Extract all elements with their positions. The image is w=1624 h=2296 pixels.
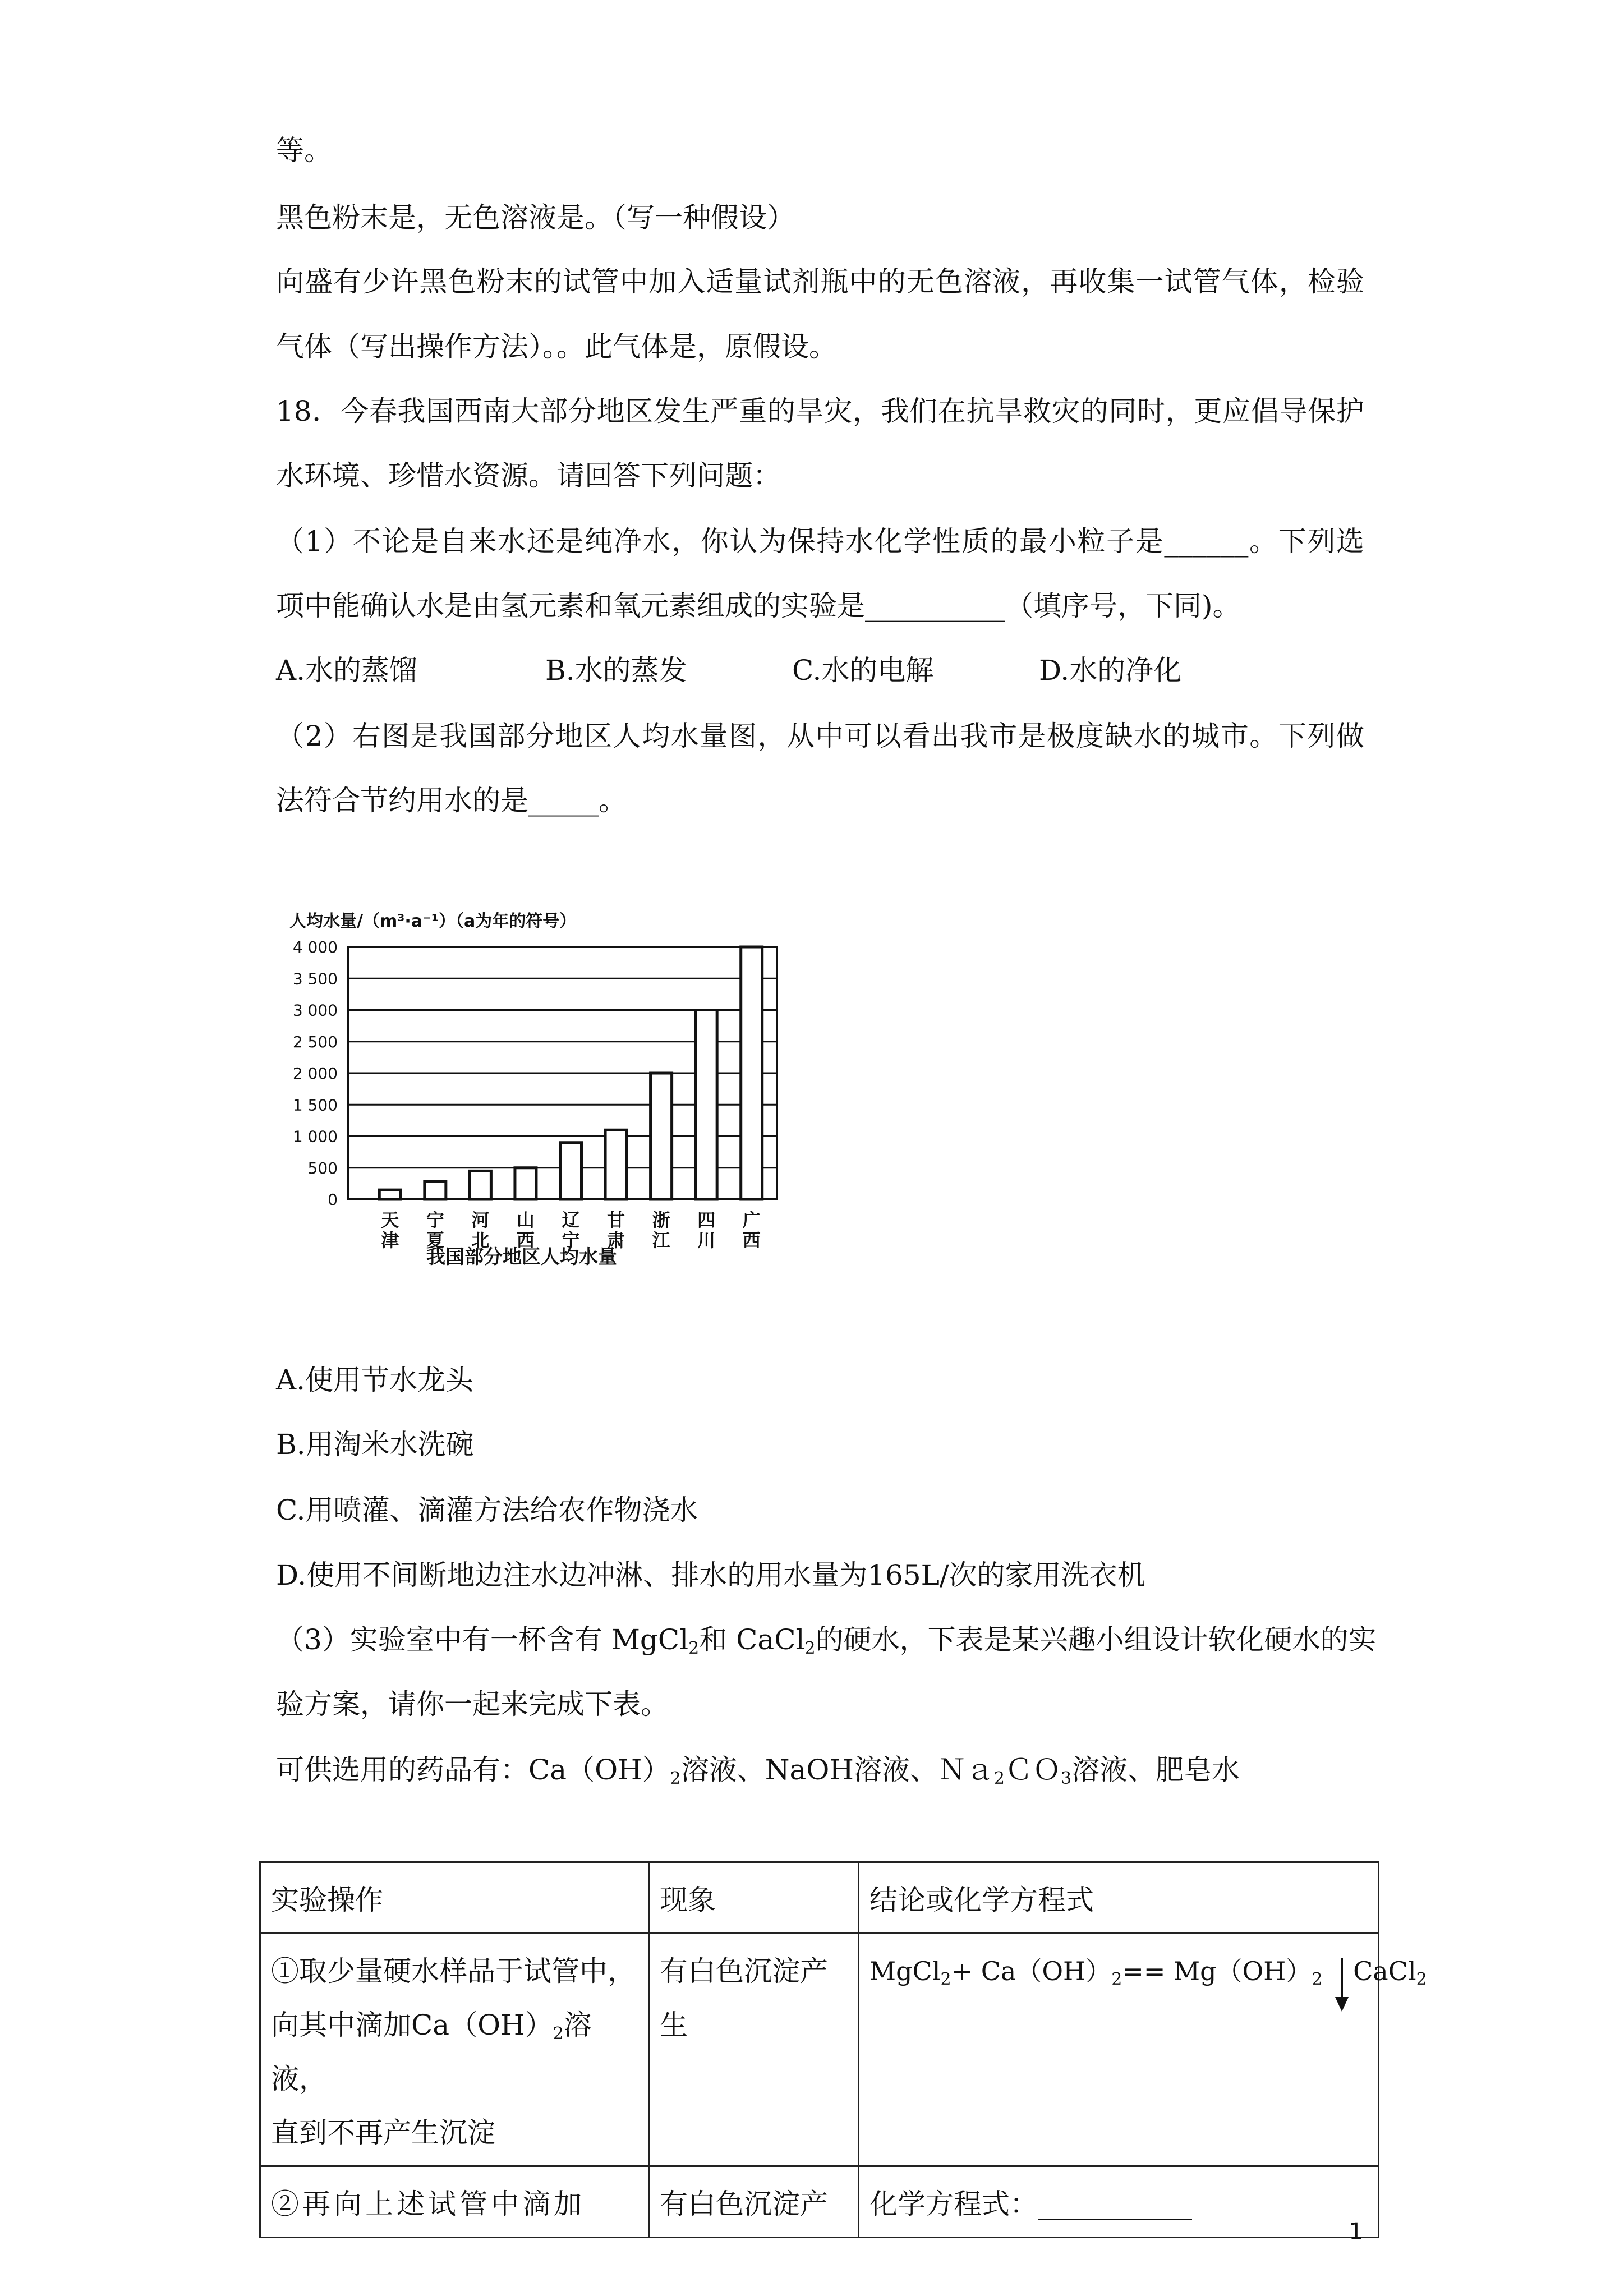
row1-equation: MgCl$_2$+ $Ca(OH)_2== Mg(OH)_2$ CaCl$_2$ <box>859 1934 1379 2166</box>
question-3-line-1: （3）实验室中有一杯含有 MgCl$_2$和 CaCl$_2$的硬水，下表是某兴趣小组设计软化硬水的实 <box>276 1623 1377 1658</box>
x-tick-label: 津 <box>381 1230 399 1251</box>
x-tick-label: 宁 <box>426 1209 444 1231</box>
row1-operation: ①取少量硬水样品于试管中， 向其中滴加$Ca(OH)_2$溶液， 直到不再产生沉淀 <box>260 1934 649 2166</box>
x-tick-label: 肃 <box>607 1230 625 1251</box>
chart-title: 人均水量/（m³·a⁻¹）（a为年的符号） <box>289 912 577 931</box>
y-tick-label: 4 000 <box>292 938 338 956</box>
x-tick-label: 天 <box>381 1209 399 1231</box>
question-3-line-2: 验方案，请你一起来完成下表。 <box>276 1688 669 1720</box>
x-tick-label: 四 <box>697 1209 716 1231</box>
table-header-conclusion: 结论或化学方程式 <box>859 1862 1379 1934</box>
y-tick-label: 0 <box>328 1190 338 1209</box>
question-2-line-1: （2）右图是我国部分地区人均水量图，从中可以看出我市是极度缺水的城市。下列做 <box>276 720 1364 752</box>
y-tick-label: 2 500 <box>292 1032 338 1051</box>
x-tick-label: 辽 <box>562 1209 580 1231</box>
bar-广西 <box>741 947 762 1199</box>
row2-operation: ②再向上述试管中滴加 <box>260 2166 649 2238</box>
option-2-c: C.用喷灌、滴灌方法给农作物浇水 <box>276 1494 698 1526</box>
x-tick-label: 江 <box>652 1230 670 1251</box>
option-a: A.水的蒸馏 <box>276 654 418 687</box>
question-18-line-1: 18．今春我国西南大部分地区发生严重的旱灾，我们在抗旱救灾的同时，更应倡导保护 <box>276 395 1364 427</box>
x-tick-label: 西 <box>516 1230 535 1251</box>
reagents-line: 可供选用的药品有：$Ca(OH)_2$溶液、NaOH溶液、Ｎａ$_2$ＣＯ$_3$溶液、肥皂水 <box>276 1754 1240 1788</box>
x-tick-label: 甘 <box>607 1209 625 1231</box>
option-b: B.水的蒸发 <box>545 654 687 687</box>
x-tick-label: 河 <box>471 1209 490 1231</box>
experiment-table <box>259 1861 1427 2238</box>
water-per-capita-chart <box>269 903 797 1285</box>
x-tick-label: 广 <box>742 1209 761 1231</box>
question-1-line-1: （1）不论是自来水还是纯净水，你认为保持水化学性质的最小粒子是______。下列选 <box>276 525 1364 558</box>
x-tick-label: 西 <box>742 1230 761 1251</box>
question-1-line-2: 项中能确认水是由氢元素和氧元素组成的实验是__________（填序号，下同)。 <box>276 590 1241 622</box>
x-tick-label: 北 <box>471 1230 490 1251</box>
table-header-phenomenon: 现象 <box>649 1862 859 1934</box>
bar-天津 <box>379 1190 401 1199</box>
x-tick-label: 浙 <box>652 1209 670 1231</box>
y-tick-label: 1 000 <box>292 1127 338 1146</box>
option-d: D.水的净化 <box>1039 654 1182 687</box>
x-tick-label: 夏 <box>426 1230 444 1251</box>
table-header-operation: 实验操作 <box>260 1862 649 1934</box>
y-tick-label: 1 500 <box>292 1096 338 1115</box>
bar-河北 <box>470 1171 491 1199</box>
x-tick-label: 山 <box>516 1209 535 1231</box>
bar-辽宁 <box>560 1143 582 1199</box>
option-c: C.水的电解 <box>792 654 934 687</box>
question-18-line-2: 水环境、珍惜水资源。请回答下列问题： <box>276 459 781 492</box>
text-line-1: 等。 <box>276 134 332 167</box>
precipitate-arrow-icon <box>1331 1958 1353 2014</box>
option-2-a: A.使用节水龙头 <box>276 1364 474 1396</box>
text-line-2: 黑色粉末是，无色溶液是。（写一种假设） <box>276 201 795 234</box>
text-line-3: 向盛有少许黑色粉末的试管中加入适量试剂瓶中的无色溶液，再收集一试管气体，检验 <box>276 265 1364 298</box>
bar-甘肃 <box>605 1130 627 1199</box>
chart-x-labels <box>381 1209 760 1251</box>
y-tick-label: 3 000 <box>292 1001 338 1020</box>
bar-宁夏 <box>425 1182 446 1200</box>
y-tick-label: 2 000 <box>292 1064 338 1083</box>
x-tick-label: 宁 <box>562 1230 580 1251</box>
bar-四川 <box>696 1010 717 1200</box>
option-2-b: B.用淘米水洗碗 <box>276 1428 474 1461</box>
y-tick-label: 500 <box>307 1158 338 1177</box>
row2-phenomenon: 有白色沉淀产 <box>649 2166 859 2238</box>
bar-浙江 <box>651 1073 672 1199</box>
row1-phenomenon: 有白色沉淀产 生 <box>649 1934 859 2166</box>
chart-caption: 我国部分地区人均水量 <box>426 1246 617 1268</box>
option-2-d: D.使用不间断地边注水边冲淋、排水的用水量为165L/次的家用洗衣机 <box>276 1559 1145 1591</box>
row2-equation: 化学方程式：___________ <box>859 2166 1379 2238</box>
x-tick-label: 川 <box>697 1230 716 1251</box>
text-line-4: 气体（写出操作方法）。。此气体是，原假设。 <box>276 330 837 363</box>
page-number: 1 <box>1349 2219 1363 2244</box>
question-2-line-2: 法符合节约用水的是_____。 <box>276 784 627 817</box>
bar-山西 <box>515 1168 536 1199</box>
y-tick-label: 3 500 <box>292 969 338 988</box>
chart-y-ticks <box>293 938 338 1209</box>
